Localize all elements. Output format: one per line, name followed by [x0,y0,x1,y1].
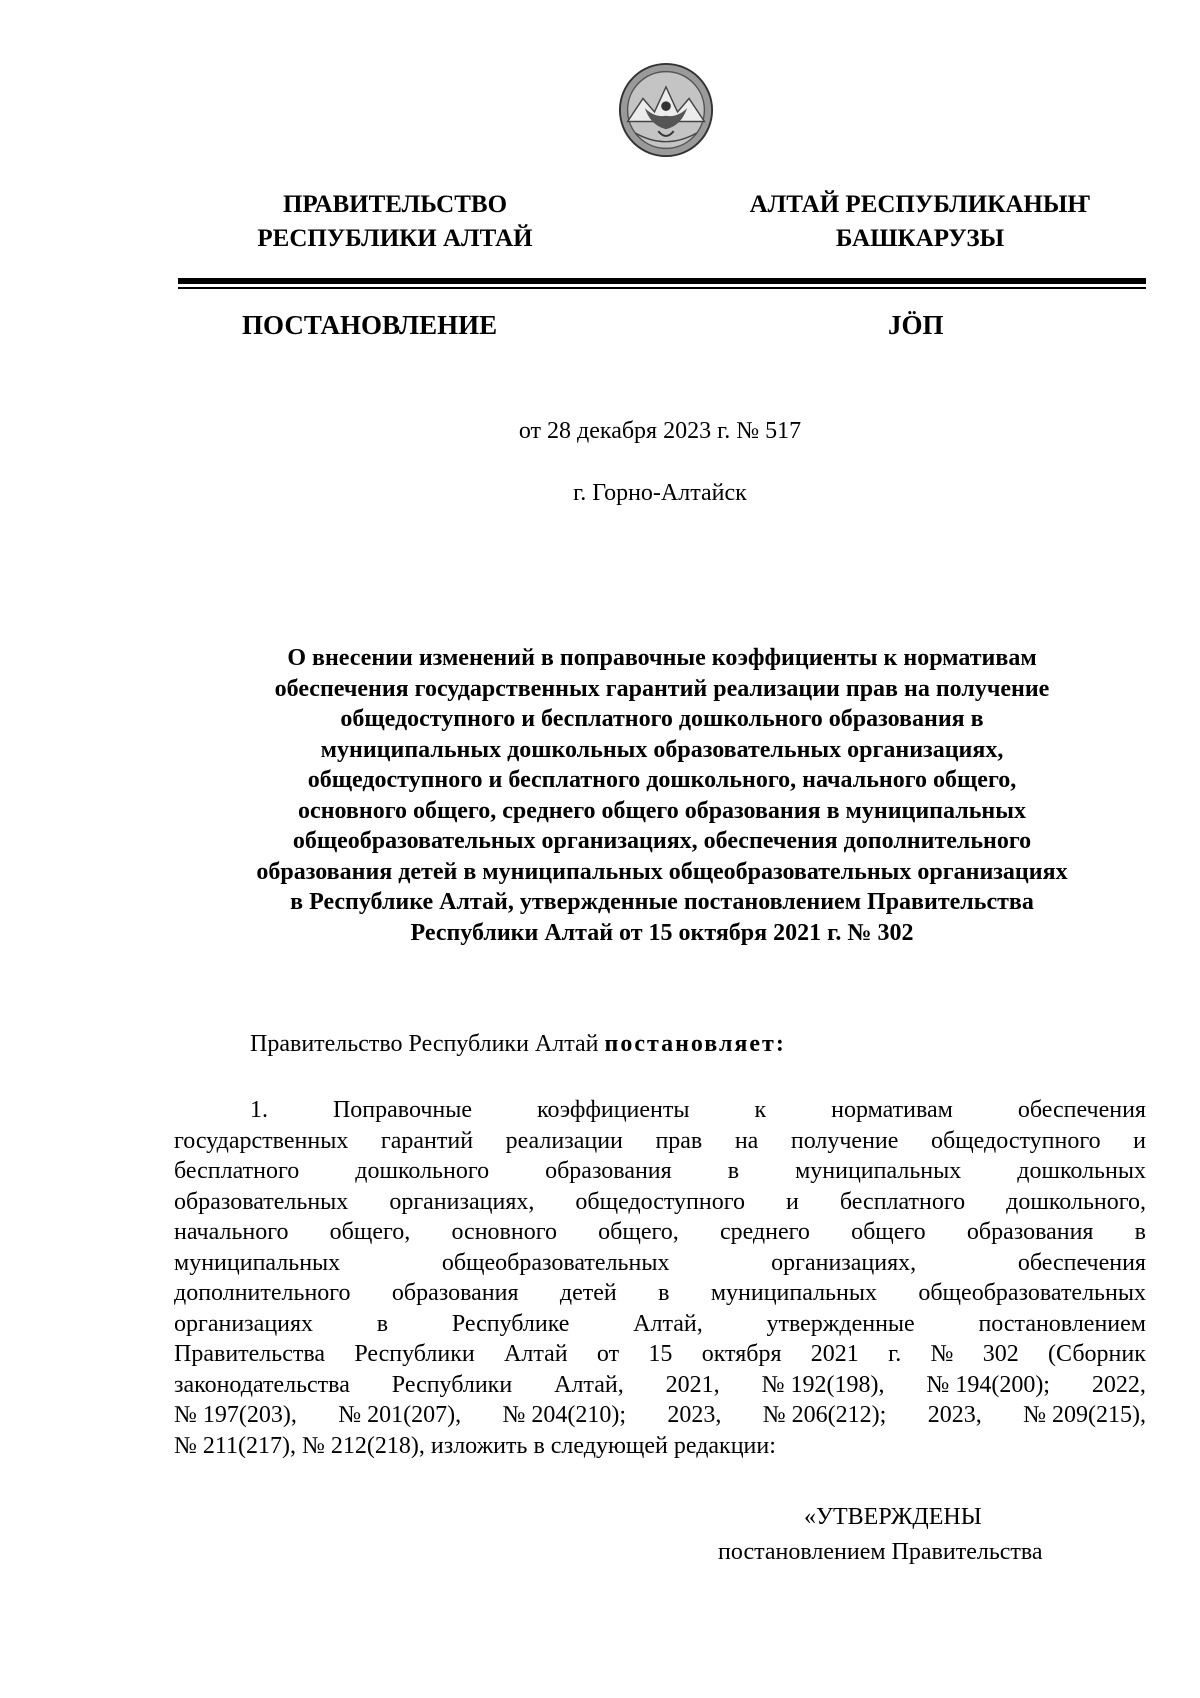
paragraph-word: общего [851,1219,926,1245]
title-line: О внесении изменений в поправочные коэффициенты к нормативам [287,645,1037,671]
paragraph-word: Поправочные [332,1097,473,1123]
paragraph-word: детей [559,1280,617,1306]
paragraph-word: образования [966,1219,1094,1245]
paragraph-word: образовательных [174,1188,349,1215]
paragraph-word: № 206(212); [762,1402,887,1428]
paragraph-word: от [596,1341,620,1367]
header-divider-thick [178,278,1146,284]
doc-type-russian: ПОСТАНОВЛЕНИЕ [242,310,498,340]
paragraph-word: № [930,1341,954,1367]
preamble-text: Правительство Республики Алтай [250,1031,605,1057]
paragraph-word: 2021 [810,1341,859,1367]
paragraph-word: коэффициенты [537,1097,690,1123]
paragraph-word: № 211(217), № 212(218), изложить в следующей редакции: [174,1432,776,1459]
paragraph-word: муниципальных [174,1249,341,1276]
paragraph-word: Республики [391,1371,513,1398]
paragraph-1 [174,1095,1146,1461]
paragraph-word: организациях, [389,1188,535,1215]
title-line: обеспечения государственных гарантий реализации прав на получение [274,675,1050,702]
paragraph-word: № 201(207), [338,1402,462,1428]
paragraph-line [174,1400,1146,1431]
paragraph-word: общего, [598,1219,679,1245]
paragraph-word: прав [655,1127,703,1154]
paragraph-word: 2023, [667,1402,722,1428]
paragraph-word: (Сборник [1048,1341,1146,1367]
paragraph-word: 15 [648,1341,673,1367]
title-line: основного общего, среднего общего образования в муниципальных [298,797,1026,824]
paragraph-word: бесплатного [174,1158,300,1184]
paragraph-word: 2021, [665,1371,720,1398]
title-line: Республики Алтай от 15 октября 2021 г. № 302 [410,919,914,946]
paragraph-word: начального [174,1219,289,1245]
paragraph-word: Алтай, [554,1371,624,1398]
issuer-name-altai [720,188,1120,256]
issuer-name-line: РЕСПУБЛИКИ АЛТАЙ [257,225,533,252]
paragraph-word: общедоступного [930,1127,1101,1154]
paragraph-word: № 209(215), [1023,1402,1146,1428]
preamble [250,1031,786,1058]
title-line: муниципальных дошкольных образовательных организациях, [320,736,1004,763]
paragraph-word: Алтай, [633,1310,703,1337]
document-city: г. Горно-Алтайск [573,480,747,506]
approval-subheading: постановлением Правительства [718,1539,1043,1565]
paragraph-word: нормативам [831,1097,953,1123]
doc-type-altai: JӦП [888,310,944,340]
paragraph-word: муниципальных [710,1280,877,1306]
paragraph-word: образования [391,1280,519,1306]
paragraph-line [174,1187,1146,1218]
preamble-emphasis: постановляет: [604,1031,786,1057]
paragraph-word: 2023, [927,1402,982,1428]
paragraph-word: на [734,1127,759,1154]
title-line: общедоступного и бесплатного дошкольного образования в [340,706,984,732]
title-line: в Республике Алтай, утвержденные постановлением Правительства [290,889,1034,915]
paragraph-word: гарантий [380,1127,474,1154]
paragraph-word: дошкольных [1017,1158,1146,1184]
paragraph-line [174,1431,1146,1462]
paragraph-line [174,1339,1146,1370]
header-divider-thin [178,287,1146,289]
paragraph-word: в [1134,1219,1146,1245]
paragraph-word: к [754,1097,767,1123]
paragraph-word: дошкольного, [1006,1188,1146,1215]
paragraph-line [174,1217,1146,1248]
paragraph-word: законодательства [174,1371,350,1398]
issuer-name-line: БАШКАРУЗЫ [835,225,1005,252]
paragraph-word: среднего [719,1219,810,1245]
paragraph-word: обеспечения [1017,1249,1146,1276]
paragraph-word: дошкольного [355,1158,490,1184]
document-date-number: от 28 декабря 2023 г. № 517 [518,418,802,444]
paragraph-word: № 204(210); [502,1402,627,1428]
paragraph-line [174,1370,1146,1401]
paragraph-line [174,1156,1146,1187]
paragraph-word: № 194(200); [926,1371,1050,1398]
paragraph-word: и [786,1188,799,1215]
paragraph-word: государственных [174,1127,349,1154]
coat-of-arms-icon [618,62,714,158]
paragraph-word: основного [451,1219,557,1245]
title-line: общеобразовательных организациях, обеспечения дополнительного [292,828,1032,854]
paragraph-word: бесплатного [839,1188,966,1215]
approval-heading: «УТВЕРЖДЕНЫ [804,1504,982,1530]
paragraph-word: в [376,1310,389,1337]
paragraph-word: общего, [329,1219,411,1245]
paragraph-word: общеобразовательных [918,1280,1146,1306]
paragraph-word: Республике [451,1310,570,1337]
paragraph-word: № 192(198), [761,1371,885,1398]
paragraph-word: Республики [354,1341,475,1367]
paragraph-word: 1. [250,1097,268,1123]
paragraph-word: муниципальных [795,1158,962,1184]
paragraph-word: Алтай [504,1341,568,1367]
paragraph-line [174,1278,1146,1309]
paragraph-word: образования [545,1158,672,1184]
paragraph-word: в [658,1280,670,1306]
paragraph-word: организациях [174,1310,314,1337]
paragraph-word: № 197(203), [174,1402,297,1428]
paragraph-word: 302 [982,1341,1019,1367]
title-line: образования детей в муниципальных общеобразовательных организациях [256,858,1068,885]
paragraph-word: г. [888,1341,902,1367]
paragraph-word: организациях, [771,1249,917,1276]
paragraph-line [174,1309,1146,1340]
paragraph-line [174,1126,1146,1157]
document-title [178,643,1146,948]
paragraph-word: обеспечения [1017,1097,1146,1123]
paragraph-word: получение [790,1127,899,1154]
paragraph-word: Правительства [174,1341,326,1367]
paragraph-word: реализации [505,1127,623,1154]
paragraph-word: общедоступного [575,1188,745,1215]
paragraph-word: дополнительного [174,1280,351,1306]
paragraph-word: октября [701,1341,782,1367]
paragraph-word: общеобразовательных [441,1249,670,1276]
paragraph-line [174,1095,1146,1126]
paragraph-word: в [727,1158,740,1184]
title-line: общедоступного и бесплатного дошкольного, начального общего, [307,767,1017,793]
issuer-name-line: АЛТАЙ РЕСПУБЛИКАНЫҤ [749,191,1091,218]
paragraph-word: утвержденные [766,1310,915,1337]
paragraph-word: постановлением [978,1310,1146,1337]
issuer-name-line: ПРАВИТЕЛЬСТВО [282,191,508,218]
paragraph-word: 2022, [1091,1371,1146,1398]
paragraph-line [174,1248,1146,1279]
paragraph-word: и [1133,1127,1146,1154]
issuer-name-russian [235,188,555,256]
